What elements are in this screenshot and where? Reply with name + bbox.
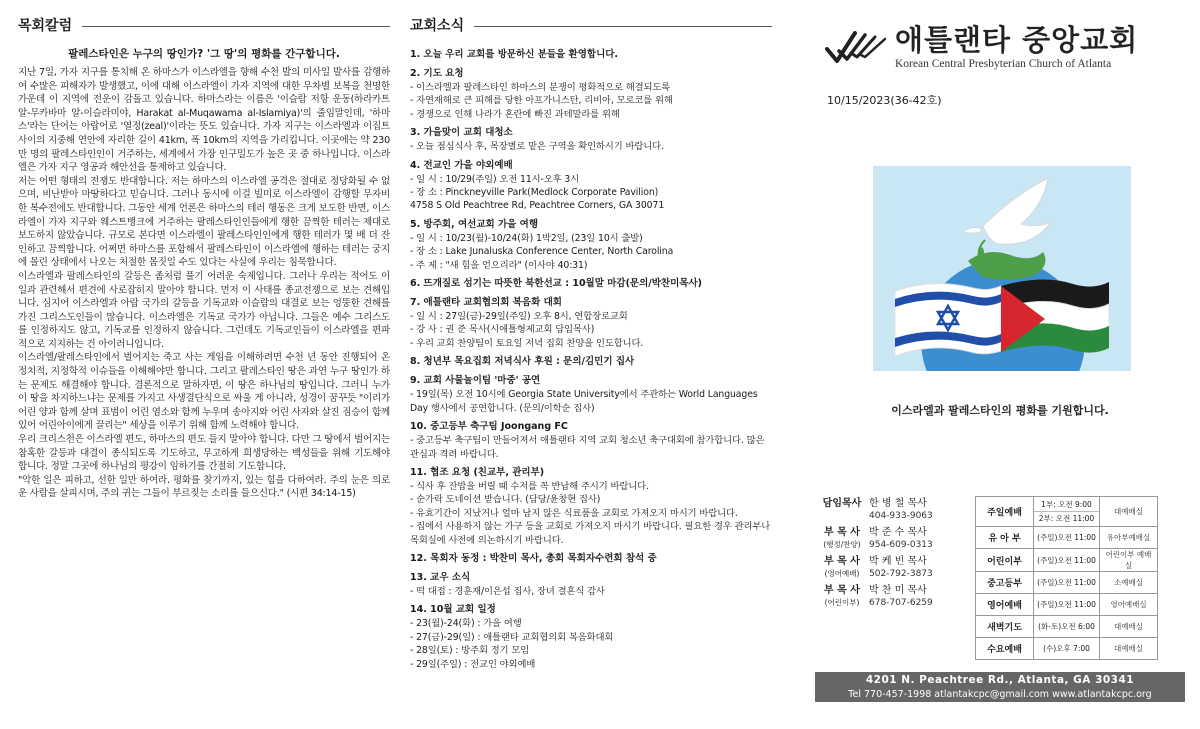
news-item-heading: 12. 목회자 동정 : 박찬미 목사, 총회 목회자수련회 참석 중	[410, 552, 657, 564]
church-address: 4201 N. Peachtree Rd., Atlanta, GA 30341	[865, 674, 1135, 686]
news-item	[410, 126, 772, 153]
news-item-heading: 8. 청년부 목요집회 저녁식사 후원 : 문의/김민기 집사	[410, 356, 635, 368]
staff-name: 박 찬 미 목사	[869, 585, 927, 596]
news-item-line: - 27(금)-29(일) : 애틀랜타 교회협의회 복음화대회	[410, 631, 614, 643]
news-item-heading: 7. 애틀랜타 교회협의회 복음화 대회	[410, 297, 562, 309]
church-name-korean: 애틀랜타 중앙교회	[895, 23, 1139, 57]
church-news	[410, 0, 772, 676]
news-item	[410, 67, 772, 121]
church-contact: Tel 770-457-1998 atlantakcpc@gmail.com www.atlantakcpc.org	[848, 689, 1152, 700]
news-item	[410, 277, 772, 291]
service-location: 대예배실	[1100, 616, 1158, 638]
column-paragraph: 지난 7일, 가자 지구를 통치해 온 하마스가 이스라엘을 향해 수천 발의 미사일 발사를 감행하여 수많은 피해자가 발생했고, 이에 대해 이스라엘이 가자 지역에 대한 무차별 보복을 천명한 가운데 이 지역에 전운이 감돌고 있습니다. 하마스라는 이름은 '이슬람 저항 운동(하라카트 알-무카바마 알-이슬라미야, Harakat al-Muqawama al-Islamiya)'의 줄임말인데, '하마스'라는 단어는 아랍어로 '열정(zeal)'이라는 뜻도 있습니다. 가자 지구는 이스라엘과 이집트 사이의 지중해 연안에 자리한 길이 41km, 폭 10km의 지역을 가리킵니다. 이곳에는 약 230만 명의 팔레스타인인이 거주하는, 세계에서 가장 인구밀도가 높은 곳 중 하나입니다. 이스라엘은 가자 지구 영공과 해안선을 통제하고 있습니다.	[18, 67, 390, 174]
news-item-heading: 11. 협조 요청 (친교부, 관리부)	[410, 466, 545, 478]
news-item-line: - 28일(토) : 방주회 정기 모임	[410, 645, 530, 657]
news-item-line: - 유효기간이 지났거나 얼마 남지 않은 식료품을 교회로 가져오지 마시기 바랍니다.	[410, 507, 738, 519]
service-row	[976, 497, 1158, 527]
news-item-line: - 떡 대접 : 경훈재/이은섭 집사, 장녀 결혼식 감사	[410, 585, 605, 597]
news-item	[410, 420, 772, 461]
news-item	[410, 571, 772, 598]
service-location: 소예배실	[1100, 572, 1158, 594]
service-row	[976, 616, 1158, 638]
news-item-heading: 10. 중고등부 축구팀 Joongang FC	[410, 421, 568, 433]
news-item	[410, 355, 772, 369]
news-item-heading: 14. 10월 교회 일정	[410, 604, 496, 616]
service-time	[1034, 616, 1100, 638]
column-paragraph: "악한 일은 피하고, 선한 일만 하여라. 평화를 찾기까지, 있는 힘을 다하여라. 주의 눈은 의로운 사람을 살피시며, 주의 귀는 그들이 부르짖는 소리를 들으신다." (시편 34:14-15)	[18, 474, 390, 500]
news-item-line: - 19일(목) 오전 10시에 Georgia State University에서 주관하는 World Languages Day 행사에서 공연합니다. (문의/이학순 집사)	[410, 389, 758, 414]
service-name: 수요예배	[976, 638, 1034, 660]
news-item	[410, 603, 772, 671]
service-time-slot: (주일)오전 11:00	[1037, 555, 1096, 565]
news-item-line: - 일 시 : 10/29(주일) 오전 11시-오후 3시	[410, 173, 580, 185]
section-rule	[474, 26, 772, 27]
staff-row	[815, 585, 975, 609]
pastor-column-title: 목회칼럼	[18, 18, 73, 34]
service-name: 주일예배	[976, 497, 1034, 527]
news-item	[410, 374, 772, 415]
staff-role	[815, 556, 869, 580]
staff-info	[869, 585, 933, 609]
staff-role-title: 담임목사	[822, 498, 862, 509]
service-time-slot: (주일)오전 11:00	[1037, 533, 1096, 542]
news-item	[410, 218, 772, 272]
staff-info	[869, 498, 933, 522]
service-time	[1034, 527, 1100, 549]
israel-flag-icon	[895, 284, 1001, 356]
service-row	[976, 594, 1158, 616]
church-news-title: 교회소식	[410, 18, 465, 34]
service-schedule-table	[975, 496, 1158, 660]
staff-list	[815, 498, 975, 614]
news-item-line: 4758 S Old Peachtree Rd, Peachtree Corners, GA 30071	[410, 200, 665, 212]
column-paragraph: 이스라엘/팔레스타인에서 벌어지는 죽고 사는 게임을 이해하려면 수천 년 동안 진행되어 온 정치적, 지정학적 이슈들을 이해해야만 합니다. 그리고 팔레스타인 땅은 과연 누구 땅인가 하는 문제도 해결해야 합니다. 결론적으로 말하자면, 이 땅은 하나님의 땅입니다. 그러니 누가 이 땅을 차지하느냐는 문제를 가지고 사생결단식으로 싸울 게 아니라, 성경이 꿈꾸듯 "이리가 어린 양과 함께 살며 표범이 어린 염소와 함께 누우며 송아지와 어린 사자와 살진 짐승이 함께 있어 어린아이에게 끌리는" 세상을 이루기 위해 함께 노력해야 합니다.	[18, 352, 390, 432]
church-name	[895, 24, 1138, 70]
news-item-line: - 식사 후 잔밥을 버릴 때 수저를 꼭 반납해 주시기 바랍니다.	[410, 480, 649, 492]
staff-role-title: 부 목 사	[824, 556, 860, 567]
news-item-line: - 장 소 : Pinckneyville Park(Medlock Corporate Pavilion)	[410, 187, 659, 199]
news-item-line: - 29일(주일) : 전교인 야외예배	[410, 658, 536, 670]
news-item-line: - 우리 교회 찬양팀이 토요일 저녁 집회 찬양을 인도합니다.	[410, 337, 644, 349]
staff-role	[815, 498, 869, 522]
news-item	[410, 48, 772, 62]
news-item-heading: 3. 가을맞이 교회 대청소	[410, 127, 513, 139]
news-item-line: - 중고등부 축구팀이 만들어져서 애틀랜타 지역 교회 청소년 축구대회에 참가합니다. 많은 관심과 격려 바랍니다.	[410, 435, 765, 460]
service-name: 어린이부	[976, 549, 1034, 572]
service-time-slot: (화-토)오전 6:00	[1038, 622, 1095, 631]
service-name: 유 아 부	[976, 527, 1034, 549]
staff-phone: 502-792-3873	[869, 569, 933, 579]
service-time-slot: (수)오후 7:00	[1043, 644, 1090, 653]
service-row	[976, 572, 1158, 594]
service-time	[1034, 497, 1100, 527]
news-item-line: - 자연재해로 큰 피해를 당한 아프가니스탄, 리비아, 모로코를 위해	[410, 95, 673, 107]
service-time	[1034, 572, 1100, 594]
pastor-column	[18, 0, 390, 501]
staff-name: 박 준 수 목사	[869, 527, 927, 538]
church-name-english: Korean Central Presbyterian Church of Atlanta	[895, 58, 1112, 70]
news-item-line: - 경쟁으로 인해 나라가 혼란에 빠진 과테말라를 위해	[410, 108, 620, 120]
feature-caption: 이스라엘과 팔레스타인의 평화를 기원합니다.	[891, 404, 1109, 417]
news-item-heading: 4. 전교인 가을 야외예배	[410, 159, 513, 171]
service-location: 유아부예배실	[1100, 527, 1158, 549]
news-item-line: - 장 소 : Lake Junaluska Conference Center, North Carolina	[410, 246, 674, 258]
news-item-line: - 순가락 도네이션 받습니다. (담당/윤창현 집사)	[410, 494, 601, 506]
staff-info	[869, 527, 933, 551]
service-time	[1034, 549, 1100, 572]
church-logo-icon	[825, 27, 889, 67]
staff-role	[815, 585, 869, 609]
news-item-line: - 이스라엘과 팔레스타인 하마스의 분쟁이 평화적으로 해결되도록	[410, 82, 671, 93]
staff-phone: 678-707-6259	[869, 598, 933, 608]
news-item	[410, 466, 772, 547]
staff-role-title: 부 목 사	[824, 585, 860, 596]
staff-name: 한 병 철 목사	[869, 498, 927, 509]
news-item	[410, 552, 772, 566]
news-item-line: - 오늘 점심식사 후, 목장별로 맡은 구역을 확인하시기 바랍니다.	[410, 141, 664, 153]
service-time-slot: 1부: 오전 9:00	[1034, 498, 1099, 512]
staff-role-title: 부 목 사	[824, 527, 860, 538]
staff-info	[869, 556, 933, 580]
news-item-line: - 23(월)-24(화) : 가을 여행	[410, 618, 522, 630]
news-item	[410, 296, 772, 350]
staff-role-sub: (행정/찬양)	[823, 540, 861, 549]
service-location: 대예배실	[1100, 497, 1158, 527]
staff-role-sub: (영어예배)	[824, 569, 860, 578]
news-item-line: - 강 사 : 권 준 목사(시애틀형제교회 담임목사)	[410, 324, 595, 336]
pastor-column-header	[18, 12, 390, 38]
service-name: 영어예배	[976, 594, 1034, 616]
staff-phone: 954-609-0313	[869, 540, 933, 550]
pastor-column-body	[18, 66, 390, 501]
column-paragraph: 이스라엘과 팔레스타인의 갈등은 좀처럼 풀기 어려운 숙제입니다. 그러나 우리는 적어도 이 일과 관련해서 편견에 사로잡히지 말아야 합니다. 먼저 이 사태를 종교전쟁으로 보는 견해입니다. 심지어 이스라엘과 아랍 국가의 갈등을 기독교와 이슬람의 대결로 보는 엉뚱한 견해를 가진 그리스도인들이 많습니다. 이스라엘은 기독교 국가가 아닙니다. 그들은 예수 그리스도를 인정하지도 않고, 기독교를 인정하지 않습니다. 그런데도 기독교인들이 이스라엘을 편파적으로 지지하는 건 아이러니입니다.	[18, 270, 390, 350]
service-row	[976, 638, 1158, 660]
staff-name: 박 케 빈 목사	[869, 556, 927, 567]
news-item-line: - 일 시 : 10/23(월)-10/24(화) 1박2일, (23일 10시 출발)	[410, 232, 643, 244]
church-news-header	[410, 12, 772, 38]
peace-illustration	[873, 166, 1131, 371]
service-time	[1034, 594, 1100, 616]
staff-row	[815, 527, 975, 551]
news-item-line: - 일 시 : 27일(금)-29일(주일) 오후 8시, 연합장로교회	[410, 311, 628, 323]
service-row	[976, 527, 1158, 549]
church-logo	[825, 24, 1185, 70]
service-time-slot: 2부: 오전 11:00	[1038, 513, 1095, 523]
news-item-heading: 1. 오늘 우리 교회를 방문하신 분들을 환영합니다.	[410, 49, 619, 60]
news-item-heading: 6. 뜨개질로 섬기는 따뜻한 북한선교 : 10월말 마감(문의/박찬미목사)	[410, 278, 702, 290]
church-footer	[815, 672, 1185, 702]
service-row	[976, 549, 1158, 572]
service-name: 중고등부	[976, 572, 1034, 594]
staff-role-sub: (어린이부)	[824, 598, 860, 607]
news-item-heading: 13. 교우 소식	[410, 571, 471, 583]
pastor-column-headline: 팔레스타인은 누구의 땅인가? '그 땅'의 평화를 간구합니다.	[68, 48, 340, 60]
palestine-flag-icon	[1001, 279, 1109, 352]
news-item-line: - 집에서 사용하지 않는 가구 등을 교회로 가져오지 마시기 바랍니다. 필요한 경우 관리부나 목회실에 사전에 의논하시기 바랍니다.	[410, 521, 771, 546]
masthead-column	[815, 0, 1185, 729]
service-name: 새벽기도	[976, 616, 1034, 638]
news-item-heading: 9. 교회 사물놀이팀 '마중' 공연	[410, 375, 541, 387]
news-item	[410, 159, 772, 213]
column-paragraph: 우리 크리스천은 이스라엘 편도, 하마스의 편도 들지 말아야 합니다. 다만 그 땅에서 벌어지는 참혹한 갈등과 대결이 종식되도록 기도하고, 무고하게 희생당하는 백성들을 위해 기도해야 합니다. 정말 그곳에 하나님의 평강이 임하기를 간절히 기도합니다.	[18, 434, 390, 473]
staff-row	[815, 498, 975, 522]
news-item-heading: 2. 기도 요청	[410, 68, 464, 79]
service-time	[1034, 638, 1100, 660]
section-rule	[82, 26, 390, 27]
service-time-slot: (주일)오전 11:00	[1037, 600, 1096, 609]
news-list	[410, 48, 772, 671]
news-item-line: - 주 제 : "새 힘을 얻으리라" (이사야 40:31)	[410, 259, 588, 271]
issue-date: 10/15/2023(36-42호)	[827, 94, 942, 107]
service-time-slot: (주일)오전 11:00	[1037, 578, 1096, 587]
column-paragraph: 저는 어떤 형태의 전쟁도 반대합니다. 저는 하마스의 이스라엘 공격은 절대로 정당화될 수 없으며, 비난받아 마땅하다고 믿습니다. 그러나 동시에 이걸 빌미로 이스라엘이 감행할 무자비한 복수전에도 반대합니다. 그동안 세계 언론은 하마스의 테러 행동은 크게 보도한 반면, 이스라엘이 가자 지구와 웨스트뱅크에 거주하는 팔레스타인인들에게 행한 끔찍한 테러는 제대로 보도하지 않았습니다. 규모로 본다면 이스라엘이 팔레스타인인에게 행한 테러가 몇 배 더 잔인하고 끔찍합니다. 어쩌면 하마스를 포함해서 팔레스타인이 이스라엘에 행하는 테러는 궁지에 몰린 상태에서 나오는 처절한 몸짓일 수도 있다는 사실에 우리는 침묵합니다.	[18, 175, 390, 269]
staff-row	[815, 556, 975, 580]
service-location: 어린이부 예배실	[1100, 549, 1158, 572]
news-item-heading: 5. 방주회, 여선교회 가을 여행	[410, 218, 539, 230]
staff-phone: 404-933-9063	[869, 511, 933, 521]
service-location: 영어예배실	[1100, 594, 1158, 616]
service-location: 대예배실	[1100, 638, 1158, 660]
staff-role	[815, 527, 869, 551]
